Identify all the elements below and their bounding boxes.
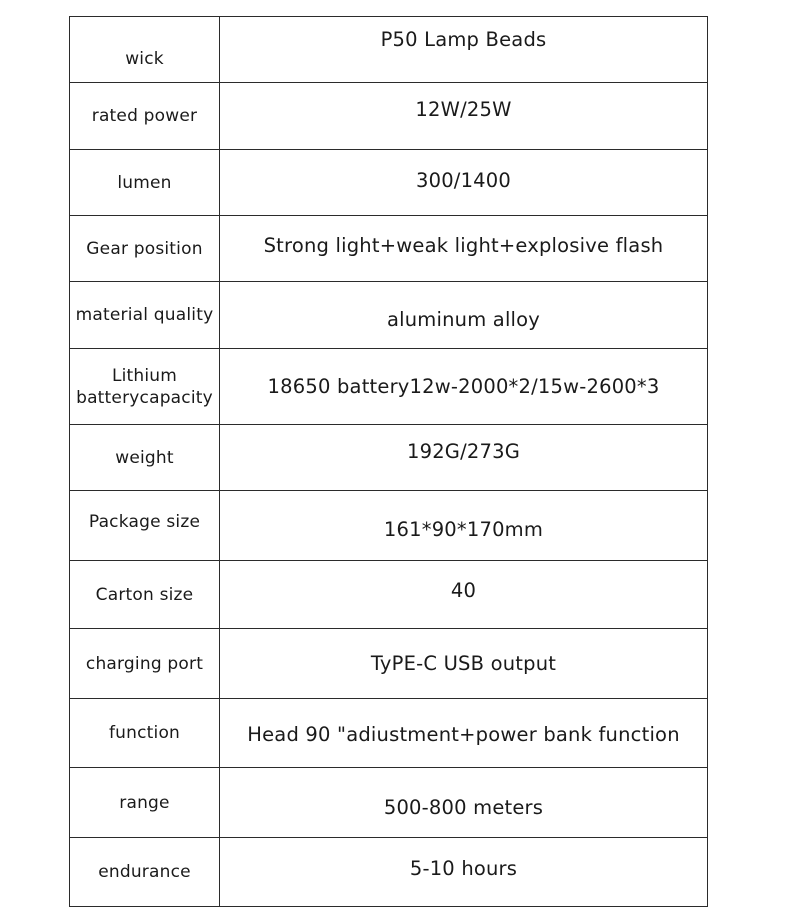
- spec-value-cell: [220, 491, 708, 561]
- spec-label: material quality: [75, 305, 214, 325]
- table-row: [70, 491, 708, 561]
- spec-value-cell: [220, 425, 708, 491]
- spec-value: 12W/25W: [415, 98, 512, 121]
- spec-label-cell: [70, 349, 220, 425]
- spec-label: rated power: [91, 106, 198, 126]
- spec-value: 5-10 hours: [409, 857, 518, 880]
- spec-label-cell: [70, 83, 220, 150]
- spec-label: Lithium batterycapacity: [76, 365, 213, 408]
- spec-value: 18650 battery12w-2000*2/15w-2600*3: [267, 374, 660, 398]
- spec-label: function: [108, 723, 181, 743]
- spec-value-cell: [220, 561, 708, 629]
- spec-value: 40: [450, 578, 477, 602]
- spec-label-cell: [70, 838, 220, 907]
- spec-label: endurance: [98, 862, 191, 882]
- spec-label: Carton size: [95, 584, 194, 605]
- table-row: [70, 699, 708, 768]
- spec-value: 192G/273G: [406, 439, 521, 463]
- spec-value-cell: [220, 150, 708, 216]
- spec-value: 500-800 meters: [383, 795, 544, 819]
- table-row: [70, 768, 708, 838]
- table-row: [70, 282, 708, 349]
- spec-value-cell: [220, 629, 708, 699]
- spec-value-cell: [220, 699, 708, 768]
- table-row: [70, 425, 708, 491]
- spec-value: aluminum alloy: [386, 308, 541, 331]
- spec-value-cell: [220, 838, 708, 907]
- spec-value-cell: [220, 216, 708, 282]
- spec-label-cell: [70, 282, 220, 349]
- spec-value-cell: [220, 349, 708, 425]
- spec-label: lumen: [117, 172, 172, 193]
- spec-label: Gear position: [86, 238, 203, 259]
- spec-label-cell: [70, 491, 220, 561]
- spec-value-cell: [220, 83, 708, 150]
- spec-label-cell: [70, 768, 220, 838]
- spec-table: [69, 16, 708, 907]
- spec-value-cell: [220, 282, 708, 349]
- table-row: [70, 216, 708, 282]
- spec-label-cell: [70, 150, 220, 216]
- spec-value: P50 Lamp Beads: [380, 27, 547, 51]
- spec-label: range: [119, 792, 170, 813]
- spec-value-cell: [220, 768, 708, 838]
- spec-value: Strong light+weak light+explosive flash: [263, 233, 664, 257]
- table-row: [70, 349, 708, 425]
- spec-label-cell: [70, 17, 220, 83]
- spec-label-cell: [70, 216, 220, 282]
- spec-value: TyPE-C USB output: [370, 651, 557, 675]
- spec-value: Head 90 "adiustment+power bank function: [247, 723, 680, 746]
- table-row: [70, 150, 708, 216]
- table-row: [70, 83, 708, 150]
- spec-label: weight: [115, 447, 174, 468]
- spec-label-cell: [70, 425, 220, 491]
- spec-label: wick: [125, 48, 164, 69]
- spec-label-cell: [70, 699, 220, 768]
- table-row: [70, 629, 708, 699]
- spec-value: 300/1400: [415, 168, 511, 192]
- table-row: [70, 838, 708, 907]
- spec-value: 161*90*170mm: [383, 517, 544, 541]
- spec-label-cell: [70, 561, 220, 629]
- spec-label-cell: [70, 629, 220, 699]
- table-row: [70, 17, 708, 83]
- table-row: [70, 561, 708, 629]
- spec-label: charging port: [85, 653, 204, 674]
- spec-label: Package size: [88, 511, 201, 532]
- spec-value-cell: [220, 17, 708, 83]
